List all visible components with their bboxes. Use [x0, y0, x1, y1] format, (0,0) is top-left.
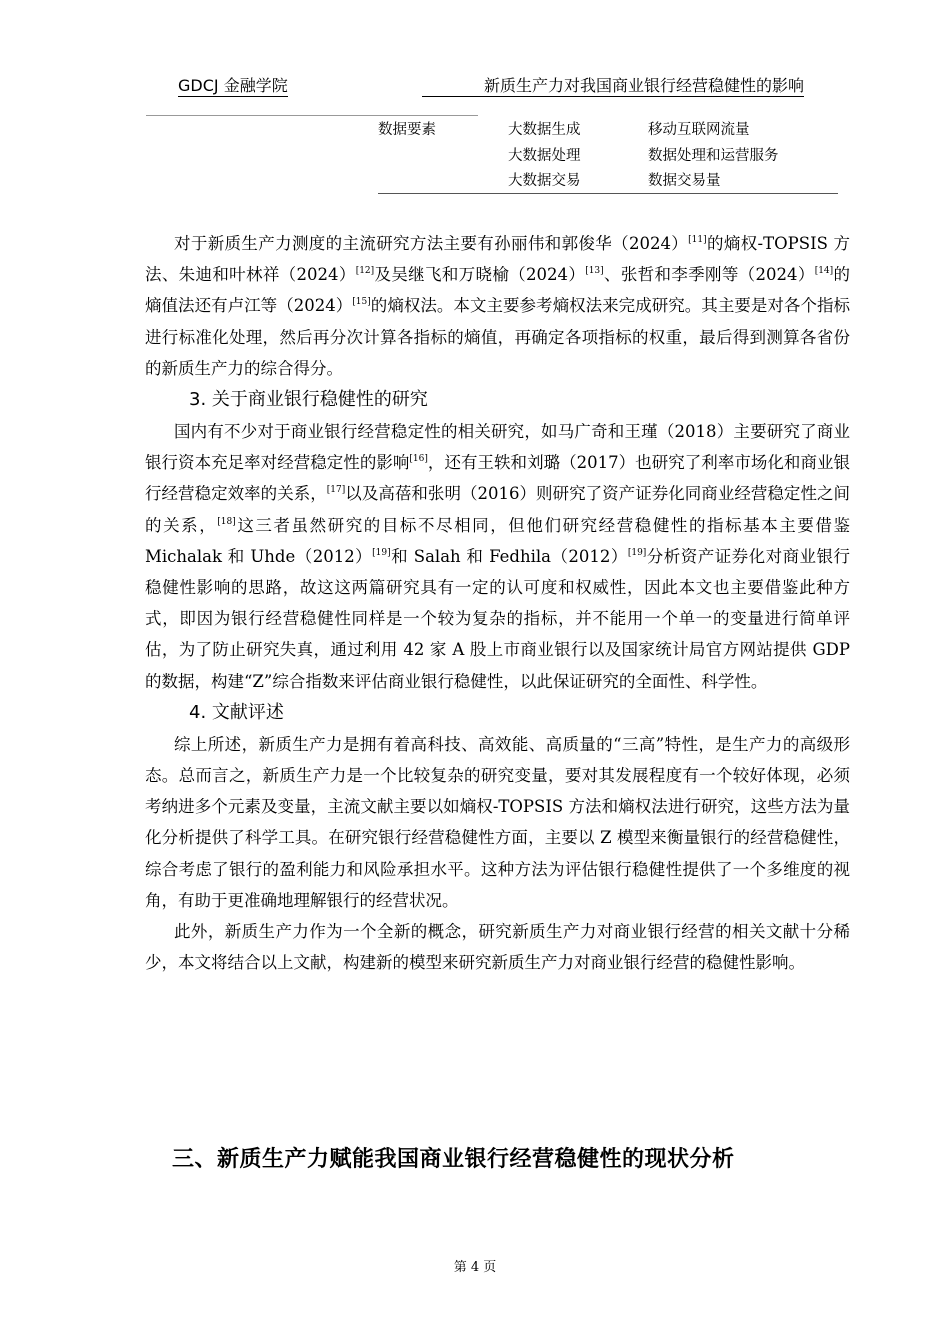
citation: [13]	[585, 266, 604, 277]
section-title: 三、新质生产力赋能我国商业银行经营稳健性的现状分析	[172, 1147, 735, 1172]
paragraph-measurement-methods: 对于新质生产力测度的主流研究方法主要有孙丽伟和郭俊华（2024）[11]的熵权-TOPSIS 方法、朱迪和叶林祥（2024）[12]及吴继飞和万晓榆（2024）[13]、张哲和李季刚等（2024）[14]的熵值法还有卢江等（2024）[15]的熵权法。本文主要参考熵权法来完成研究。其主要是对各个指标进行标准化处理，然后再分次计算各指标的熵值，再确定各项指标的权重，最后得到测算各省份的新质生产力的综合得分。	[145, 234, 851, 378]
table-top-rule	[146, 115, 478, 116]
table-cell: 数据交易量	[648, 173, 721, 189]
subheading-bank-stability: 3. 关于商业银行稳健性的研究	[189, 389, 428, 411]
header-left: GDCJ 金融学院	[178, 76, 288, 95]
paragraph-bank-stability: 国内有不少对于商业银行经营稳定性的相关研究，如马广奇和王瑾（2018）主要研究了商业银行资本充足率对经营稳定性的影响[16]，还有王轶和刘璐（2017）也研究了利率市场化和商业银行经营稳定效率的关系，[17]以及高蓓和张明（2016）则研究了资产证券化同商业经营稳定性之间的关系，[18]这三者虽然研究的目标不尽相同，但他们研究经营稳健性的指标基本主要借鉴 Michalak 和 Uhde（2012）[19]和 Salah 和 Fedhila（2012）[19]分析资产证券化对商业银行稳健性影响的思路，故这这两篇研究具有一定的认可度和权威性，因此本文也主要借鉴此种方式，即因为银行经营稳健性同样是一个较为复杂的指标，并不能用一个单一的变量进行简单评估，为了防止研究失真，通过利用 42 家 A 股上市商业银行以及国家统计局官方网站提供 GDP 的数据，构建“Z”综合指数来评估商业银行稳健性，以此保证研究的全面性、科学性。	[145, 422, 851, 691]
table-cell: 大数据生成	[508, 122, 581, 138]
paragraph-review-summary: 综上所述，新质生产力是拥有着高科技、高效能、高质量的“三高”特性，是生产力的高级形态。总而言之，新质生产力是一个比较复杂的研究变量，要对其发展程度有一个较好体现，必须考纳进多个元素及变量，主流文献主要以如熵权-TOPSIS 方法和熵权法进行研究，这些方法为量化分析提供了科学工具。在研究银行经营稳健性方面，主要以 Z 模型来衡量银行的经营稳健性，综合考虑了银行的盈利能力和风险承担水平。这种方法为评估银行稳健性提供了一个多维度的视角，有助于更准确地理解银行的经营状况。	[145, 734, 850, 910]
table-cell: 移动互联网流量	[648, 122, 750, 138]
citation: [19]	[627, 547, 647, 558]
citation: [11]	[688, 235, 707, 245]
citation: [12]	[355, 266, 375, 277]
paragraph-review-conclusion: 此外，新质生产力作为一个全新的概念，研究新质生产力对商业银行经营的相关文献十分稀少，本文将结合以上文献，构建新的模型来研究新质生产力对商业银行经营的稳健性影响。	[145, 922, 850, 973]
citation: [14]	[814, 266, 834, 277]
header-title: 新质生产力对我国商业银行经营稳健性的影响	[422, 76, 804, 97]
table-cell: 数据处理和运营服务	[648, 147, 779, 164]
citation: [16]	[409, 454, 428, 465]
citation: [17]	[326, 485, 346, 496]
table-bottom-rule	[378, 193, 838, 194]
subheading-literature-review: 4. 文献评述	[189, 701, 284, 723]
table-cell: 大数据交易	[508, 173, 581, 189]
table-indicator-column	[648, 118, 779, 195]
page-number: 第 4 页	[453, 1260, 497, 1275]
citation: [15]	[352, 297, 371, 308]
body-text	[145, 228, 850, 978]
table-cell: 大数据处理	[508, 147, 581, 164]
page-header	[178, 76, 804, 98]
table-category: 数据要素	[378, 122, 436, 138]
citation: [19]	[372, 547, 391, 558]
citation: [18]	[217, 516, 236, 527]
table-item-column	[508, 118, 581, 195]
